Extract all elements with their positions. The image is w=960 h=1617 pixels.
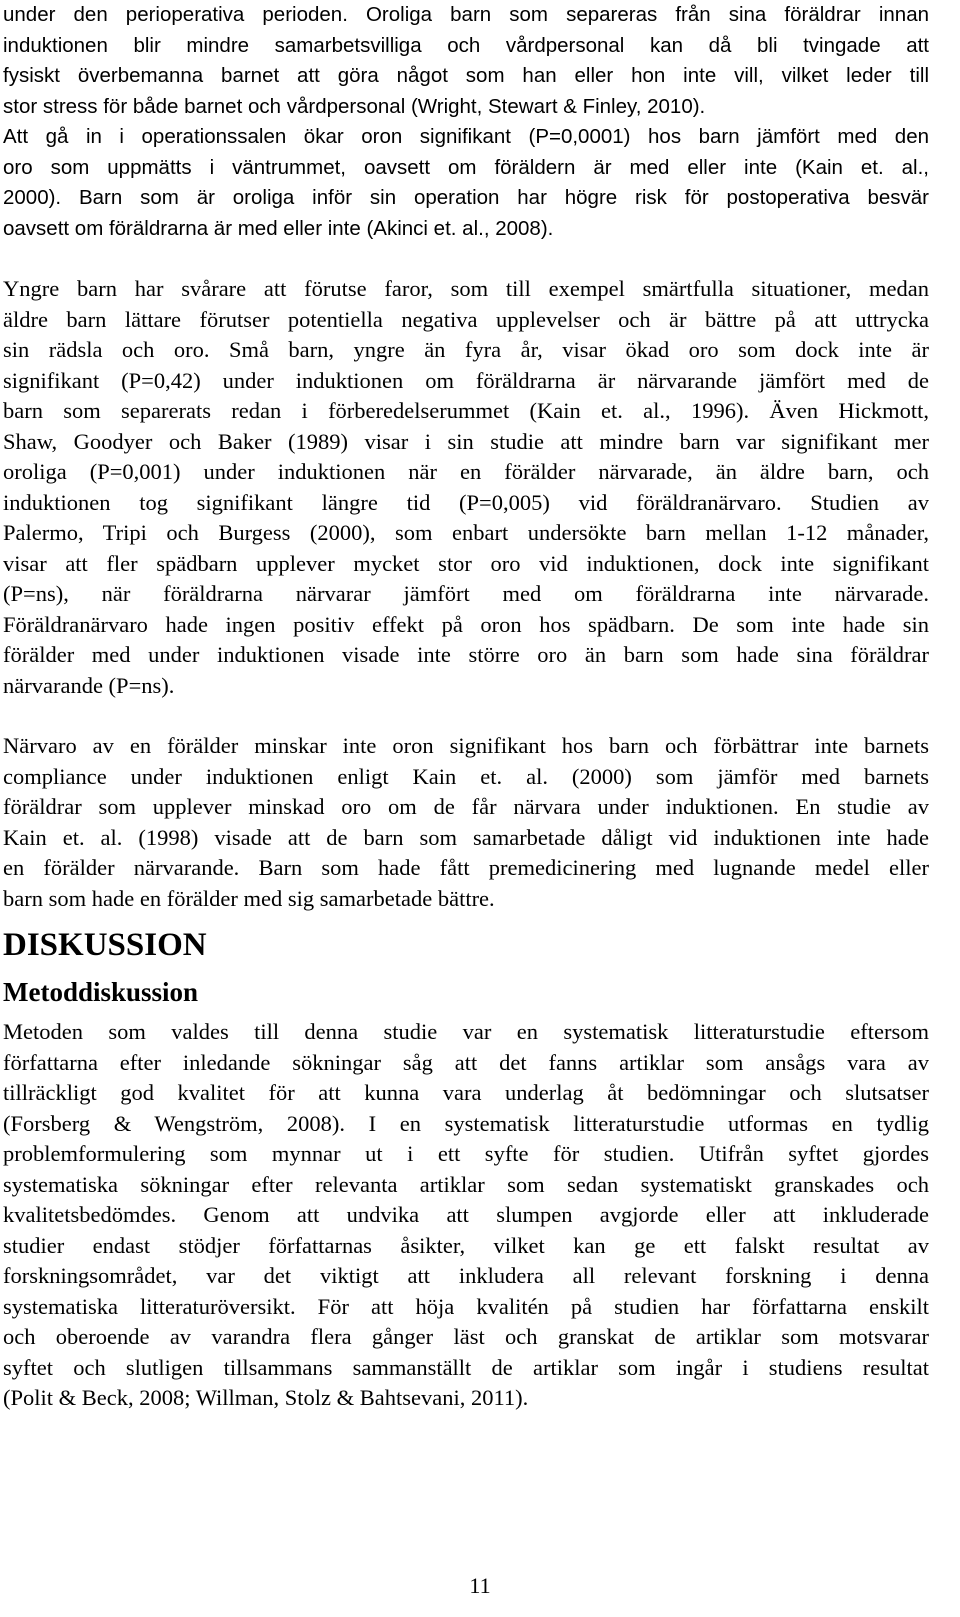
- text-line: oro som uppmätts i väntrummet, oavsett om föräldern är med eller inte (Kain et. al.,: [3, 155, 929, 179]
- paragraph-parental-presence: [3, 731, 929, 914]
- text-line: oavsett om föräldrarna är med eller inte (Akinci et. al., 2008).: [3, 216, 554, 240]
- text-line: Att gå in i operationssalen ökar oron signifikant (P=0,0001) hos barn jämfört med den: [3, 125, 929, 148]
- text-line: förälder med under induktionen visade inte större oro än barn som hade sina föräldrar: [3, 642, 929, 667]
- text-line: Yngre barn har svårare att förutse faror, som till exempel smärtfulla situationer, medan: [3, 276, 929, 301]
- text-line: föräldrar som upplever minskad oro om de får närvara under induktionen. En studie av: [3, 794, 929, 819]
- paragraph-gap: [3, 244, 929, 274]
- text-line: oroliga (P=0,001) under induktionen när en förälder närvarade, än äldre barn, och: [3, 459, 929, 484]
- text-line: författarna efter inledande sökningar såg att det fanns artiklar som ansågs vara av: [3, 1049, 929, 1075]
- text-line: sin rädsla och oro. Små barn, yngre än fyra år, visar ökad oro som dock inte är: [3, 337, 929, 362]
- text-line: 2000). Barn som är oroliga inför sin operation har högre risk för postoperativa besvär: [3, 186, 929, 209]
- text-line: fysiskt överbemanna barnet att göra något som han eller hon inte vill, vilket leder till: [3, 64, 929, 87]
- text-line: induktionen blir mindre samarbetsvilliga och vårdpersonal kan då bli tvingade att: [3, 33, 929, 57]
- paragraph-gap: [3, 701, 929, 731]
- text-line: induktionen tog signifikant längre tid (P=0,005) vid föräldranärvaro. Studien av: [3, 489, 929, 515]
- paragraph-perioperative-anxiety: [3, 0, 929, 244]
- subsection-heading: Metoddiskussion: [3, 977, 199, 1007]
- text-line: forskningsområdet, var det viktigt att inkludera all relevant forskning i denna: [3, 1263, 929, 1288]
- text-line: (Polit & Beck, 2008; Willman, Stolz & Bahtsevani, 2011).: [3, 1385, 529, 1410]
- text-line: stor stress för både barnet och vårdpersonal (Wright, Stewart & Finley, 2010).: [3, 94, 706, 118]
- text-line: problemformulering som mynnar ut i ett syfte för studien. Utifrån syftet gjordes: [3, 1141, 929, 1166]
- text-line: syftet och slutligen tillsammans sammanställt de artiklar som ingår i studiens resultat: [3, 1354, 929, 1380]
- text-line: Metoden som valdes till denna studie var en systematisk litteraturstudie eftersom: [3, 1019, 929, 1044]
- text-line: visar att fler spädbarn upplever mycket stor oro vid induktionen, dock inte signifikant: [3, 550, 929, 576]
- text-line: studier endast stödjer författarnas åsikter, vilket kan ge ett falskt resultat av: [3, 1232, 929, 1258]
- text-line: compliance under induktionen enligt Kain et. al. (2000) som jämför med barnets: [3, 763, 929, 789]
- text-line: och oberoende av varandra flera gånger läst och granskat de artiklar som motsvarar: [3, 1324, 929, 1349]
- text-line: äldre barn lättare förutser potentiella negativa upplevelser och är bättre på att uttrycka: [3, 306, 929, 332]
- text-line: Kain et. al. (1998) visade att de barn som samarbetade dåligt vid induktionen inte hade: [3, 824, 929, 850]
- text-line: Föräldranärvaro hade ingen positiv effekt på oron hos spädbarn. De som inte hade sin: [3, 611, 929, 637]
- page-number: 11: [469, 1573, 491, 1598]
- text-line: Palermo, Tripi och Burgess (2000), som enbart undersökte barn mellan 1-12 månader,: [3, 520, 929, 545]
- text-line: signifikant (P=0,42) under induktionen om föräldrarna är närvarande jämfört med de: [3, 367, 929, 393]
- text-line: en förälder närvarande. Barn som hade fått premedicinering med lugnande medel eller: [3, 855, 929, 880]
- text-line: barn som separerats redan i förberedelserummet (Kain et. al., 1996). Även Hickmott,: [3, 398, 929, 423]
- text-line: barn som hade en förälder med sig samarbetade bättre.: [3, 885, 495, 911]
- paragraph-age-differences: [3, 274, 929, 701]
- text-line: (P=ns), när föräldrarna närvarar jämfört med om föräldrarna inte närvarade.: [3, 581, 929, 606]
- section-heading: DISKUSSION: [3, 927, 207, 963]
- text-line: närvarande (P=ns).: [3, 672, 175, 698]
- text-line: under den perioperativa perioden. Oroliga barn som separeras från sina föräldrar innan: [3, 3, 929, 26]
- text-line: systematiska litteraturöversikt. För att höja kvalitén på studien har författarna enskilt: [3, 1293, 929, 1319]
- text-line: kvalitetsbedömdes. Genom att undvika att slumpen avgjorde eller att inkluderade: [3, 1202, 929, 1227]
- document-page: [3, 0, 929, 1414]
- text-line: tillräckligt god kvalitet för att kunna vara underlag åt bedömningar och slutsatser: [3, 1080, 929, 1105]
- text-line: Shaw, Goodyer och Baker (1989) visar i sin studie att mindre barn var signifikant mer: [3, 428, 929, 454]
- text-line: Närvaro av en förälder minskar inte oron signifikant hos barn och förbättrar inte barnets: [3, 733, 929, 758]
- paragraph-method: [3, 1017, 929, 1414]
- text-line: systematiska sökningar efter relevanta artiklar som sedan systematiskt granskades och: [3, 1171, 929, 1197]
- text-line: (Forsberg & Wengström, 2008). I en systematisk litteraturstudie utformas en tydlig: [3, 1110, 929, 1136]
